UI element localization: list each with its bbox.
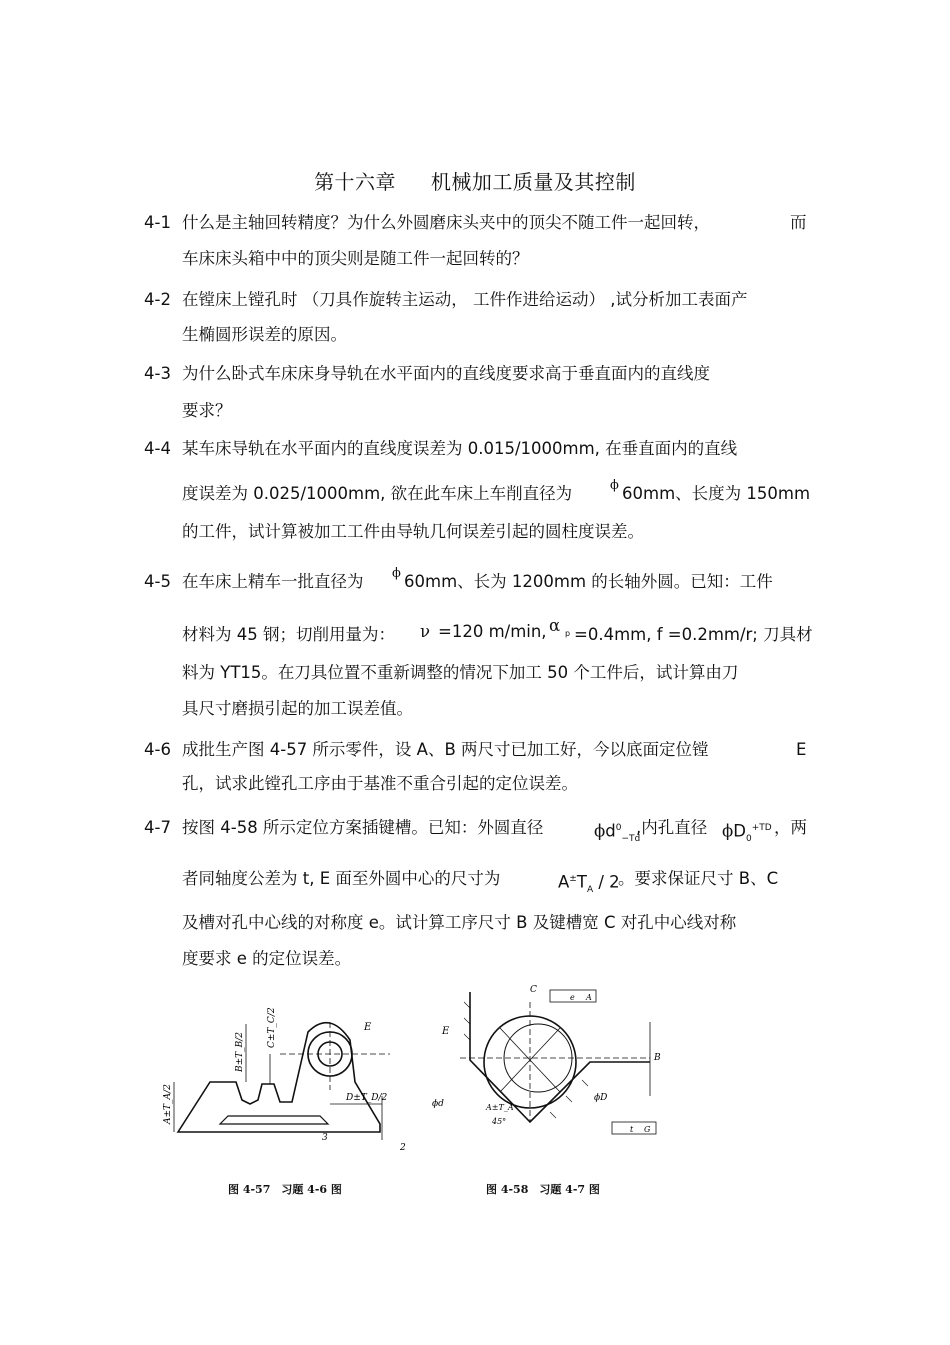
label-b: B±T_B/2 [235, 1031, 245, 1072]
question-number: 4-4 [144, 439, 171, 458]
part-base-slot [220, 1116, 328, 1124]
question-text: ,内孔直径 [636, 818, 708, 837]
question-text: =120 m/min, [438, 622, 547, 641]
question-text: 料为 YT15。在刀具位置不重新调整的情况下加工 50 个工件后，试计算由刀 [182, 663, 739, 682]
label-a: A±T_A/2 [163, 1084, 173, 1124]
alpha-symbol: α [549, 616, 561, 635]
question-number: 4-5 [144, 572, 171, 591]
question-text: E [796, 740, 807, 759]
label-angle: 45° [492, 1117, 507, 1126]
phi-symbol: ϕ [610, 478, 619, 493]
phi-symbol: ϕ [594, 821, 606, 841]
question-number: 4-6 [144, 740, 171, 759]
question-text: 在车床上精车一批直径为 [182, 572, 364, 591]
inner-diameter-formula: $\phi D_0^{+TD}$ [722, 821, 772, 844]
question-text: 。要求保证尺寸 B、C [618, 869, 779, 888]
phi-symbol: ϕ [392, 566, 401, 581]
question-text: 孔，试求此镗孔工序由于基准不重合引起的定位误差。 [182, 774, 578, 793]
label-b: B [654, 1053, 661, 1063]
label-a: A±T_A [486, 1103, 514, 1112]
page-title [0, 166, 950, 195]
question-text: 60mm、长为 1200mm 的长轴外圆。已知：工件 [404, 572, 773, 591]
label-d: ϕd [432, 1099, 444, 1109]
label-bore: ϕD [594, 1093, 608, 1103]
roughness-3: 3 [322, 1133, 328, 1143]
question-number: 4-7 [144, 818, 171, 837]
question-text: ，两 [774, 818, 807, 837]
figure-caption: 图 4-57 习题 4-6 图 [228, 1183, 342, 1196]
alpha-subscript: p [565, 629, 571, 638]
question-text: 60mm、长度为 150mm [622, 484, 811, 503]
label-e: E [442, 1026, 450, 1037]
question-text: 生椭圆形误差的原因。 [182, 325, 347, 344]
label-t: t [630, 1125, 634, 1134]
question-text: 成批生产图 4-57 所示零件，设 A、B 两尺寸已加工好，今以底面定位镗 [182, 740, 709, 759]
figure-4-57 [150, 1000, 420, 1160]
label-c: C±T_C/2 [267, 1007, 277, 1048]
question-number: 4-2 [144, 290, 171, 309]
question-text: 为什么卧式车床床身导轨在水平面内的直线度要求高于垂直面内的直线度 [182, 364, 710, 383]
label-g: G [644, 1125, 651, 1134]
label-e: E [364, 1022, 372, 1033]
phi-symbol: ϕ [722, 821, 734, 841]
question-text: 者同轴度公差为 t, E 面至外圆中心的尺寸为 [182, 869, 501, 888]
question-text: 车床床头箱中中的顶尖则是随工件一起回转的？ [182, 249, 529, 268]
question-text: 材料为 45 钢；切削用量为： [182, 625, 395, 644]
question-text: =0.4mm, f =0.2mm/r; 刀具材 [574, 625, 813, 644]
question-text: 度误差为 0.025/1000mm, 欲在此车床上车削直径为 [182, 484, 573, 503]
question-number: 4-1 [144, 213, 171, 232]
question-text: 要求？ [182, 401, 232, 420]
question-number: 4-3 [144, 364, 171, 383]
question-text: 某车床导轨在水平面内的直线度误差为 0.015/1000mm, 在垂直面内的直线 [182, 439, 738, 458]
label-d: D±T_D/2 [346, 1093, 388, 1103]
nu-symbol: ν [420, 622, 431, 641]
label-c: C [530, 985, 537, 995]
chapter-name: 机械加工质量及其控制 [430, 170, 636, 194]
question-text: 具尺寸磨损引起的加工误差值。 [182, 699, 413, 718]
question-text: 及槽对孔中心线的对称度 e。试计算工序尺寸 B 及键槽宽 C 对孔中心线对称 [182, 913, 737, 932]
question-text: 而 [790, 213, 807, 232]
chapter-number: 第十六章 [314, 170, 397, 194]
outer-diameter-formula: $\phi d^0_{-Td}$ [594, 821, 641, 844]
question-text: 什么是主轴回转精度？为什么外圆磨床头夹中的顶尖不随工件一起回转， [182, 213, 710, 232]
question-text: 度要求 e 的定位误差。 [182, 949, 352, 968]
question-text: 按图 4-58 所示定位方案插键槽。已知：外圆直径 [182, 818, 544, 837]
label-a-frame: A [586, 993, 592, 1002]
figure-caption: 图 4-58 习题 4-7 图 [486, 1183, 600, 1196]
question-text: 在镗床上镗孔时 （刀具作旋转主运动， 工件作进给运动） ,试分析加工表面产 [182, 290, 748, 309]
question-text: 的工件，试计算被加工工件由导轨几何误差引起的圆柱度误差。 [182, 522, 644, 541]
roughness-2: 2 [400, 1143, 406, 1153]
dimension-formula: $A^\pm T_A / 2$ [558, 872, 620, 895]
figure-4-58 [430, 982, 680, 1172]
label-e-frame: e [570, 993, 575, 1002]
